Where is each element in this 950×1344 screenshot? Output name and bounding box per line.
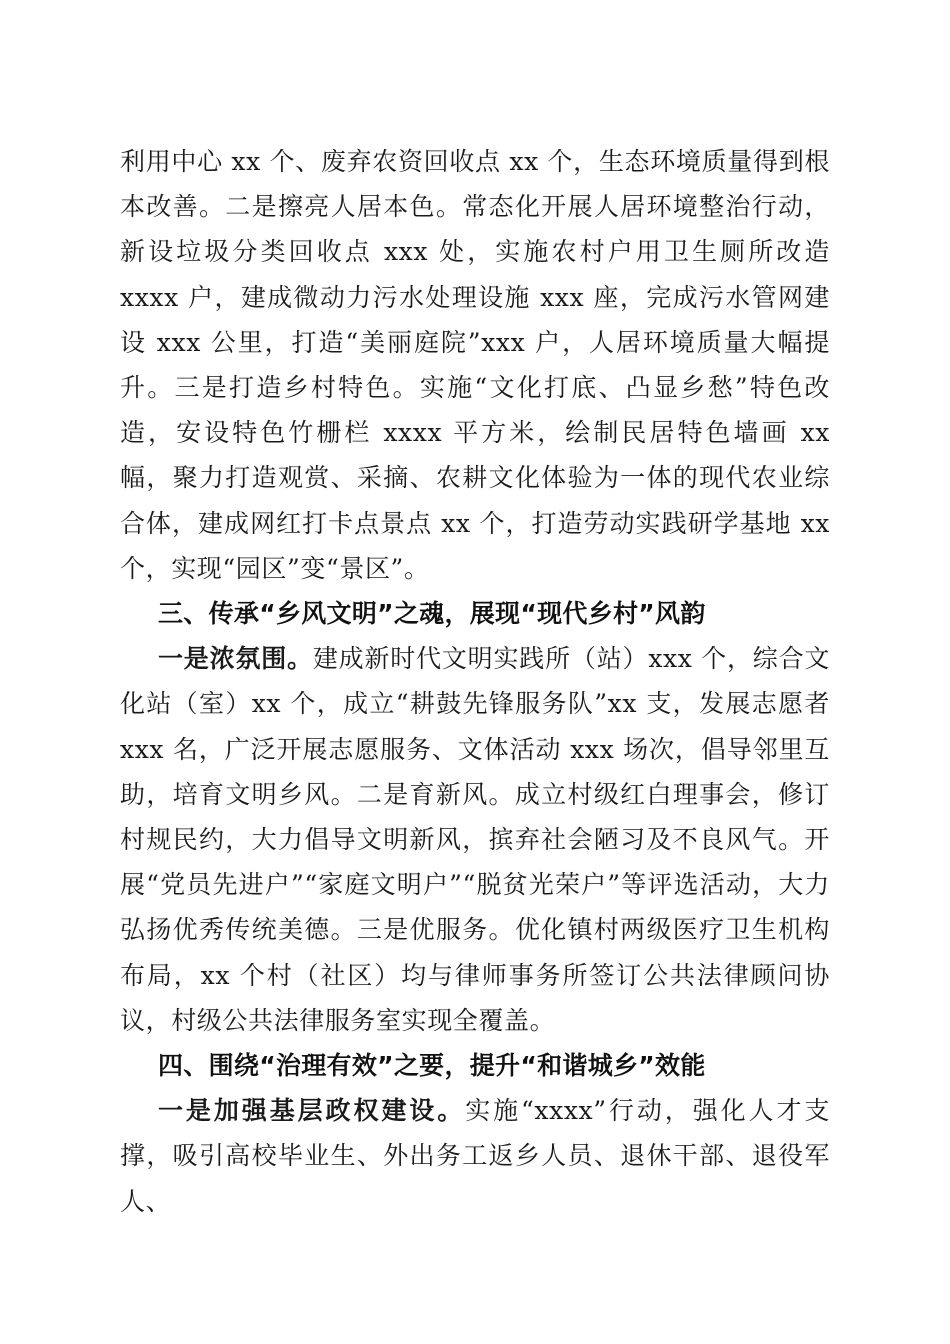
paragraph-lead-text: 一是浓氛围。 <box>158 644 313 674</box>
paragraph-ecology-continued: 利用中心 xx 个、废弃农资回收点 xx 个，生态环境质量得到根本改善。二是擦亮人居本色。常态化开展人居环境整治行动，新设垃圾分类回收点 xxx 处，实施农村户用卫生厕所改造 xxxx 户，建成微动力污水处理设施 xxx 座，完成污水管网建设 xxx 公里，打造“美丽庭院”xxx 户，人居环境质量大幅提升。三是打造乡村特色。实施“文化打底、凸显乡愁”特色改造，安设特色竹栅栏 xxxx 平方米，绘制民居特色墙画 xx 幅，聚力打造观赏、采摘、农耕文化体验为一体的现代农业综合体，建成网红打卡点景点 xx 个，打造劳动实践研学基地 xx 个，实现“园区”变“景区”。 <box>120 147 830 583</box>
section-heading-3: 三、传承“乡风文明”之魂，展现“现代乡村”风韵 <box>158 599 706 629</box>
paragraph-governance <box>120 1088 830 1224</box>
paragraph-civilization <box>120 636 830 1043</box>
section-heading-4: 四、围绕“治理有效”之要，提升“和谐城乡”效能 <box>158 1051 706 1081</box>
paragraph-text: 建成新时代文明实践所（站）xxx 个，综合文化站（室）xx 个，成立“耕鼓先锋服务队”xx 支，发展志愿者 xxx 名，广泛开展志愿服务、文体活动 xxx 场次，倡导邻里互助，培育文明乡风。二是育新风。成立村级红白理事会，修订村规民约，大力倡导文明新风，摈弃社会陋习及不良风气。开展“党员先进户”“家庭文明户”“脱贫光荣户”等评选活动，大力弘扬优秀传统美德。三是优服务。优化镇村两级医疗卫生机构布局，xx 个村（社区）均与律师事务所签订公共法律顾问协议，村级公共法律服务室实现全覆盖。 <box>120 644 830 1035</box>
paragraph-text: 实施“xxxx”行动，强化人才支撑，吸引高校毕业生、外出务工返乡人员、退休干部、退役军人、 <box>120 1096 830 1216</box>
document-body <box>120 139 830 1224</box>
paragraph-lead-text: 一是加强基层政权建设。 <box>158 1096 466 1126</box>
